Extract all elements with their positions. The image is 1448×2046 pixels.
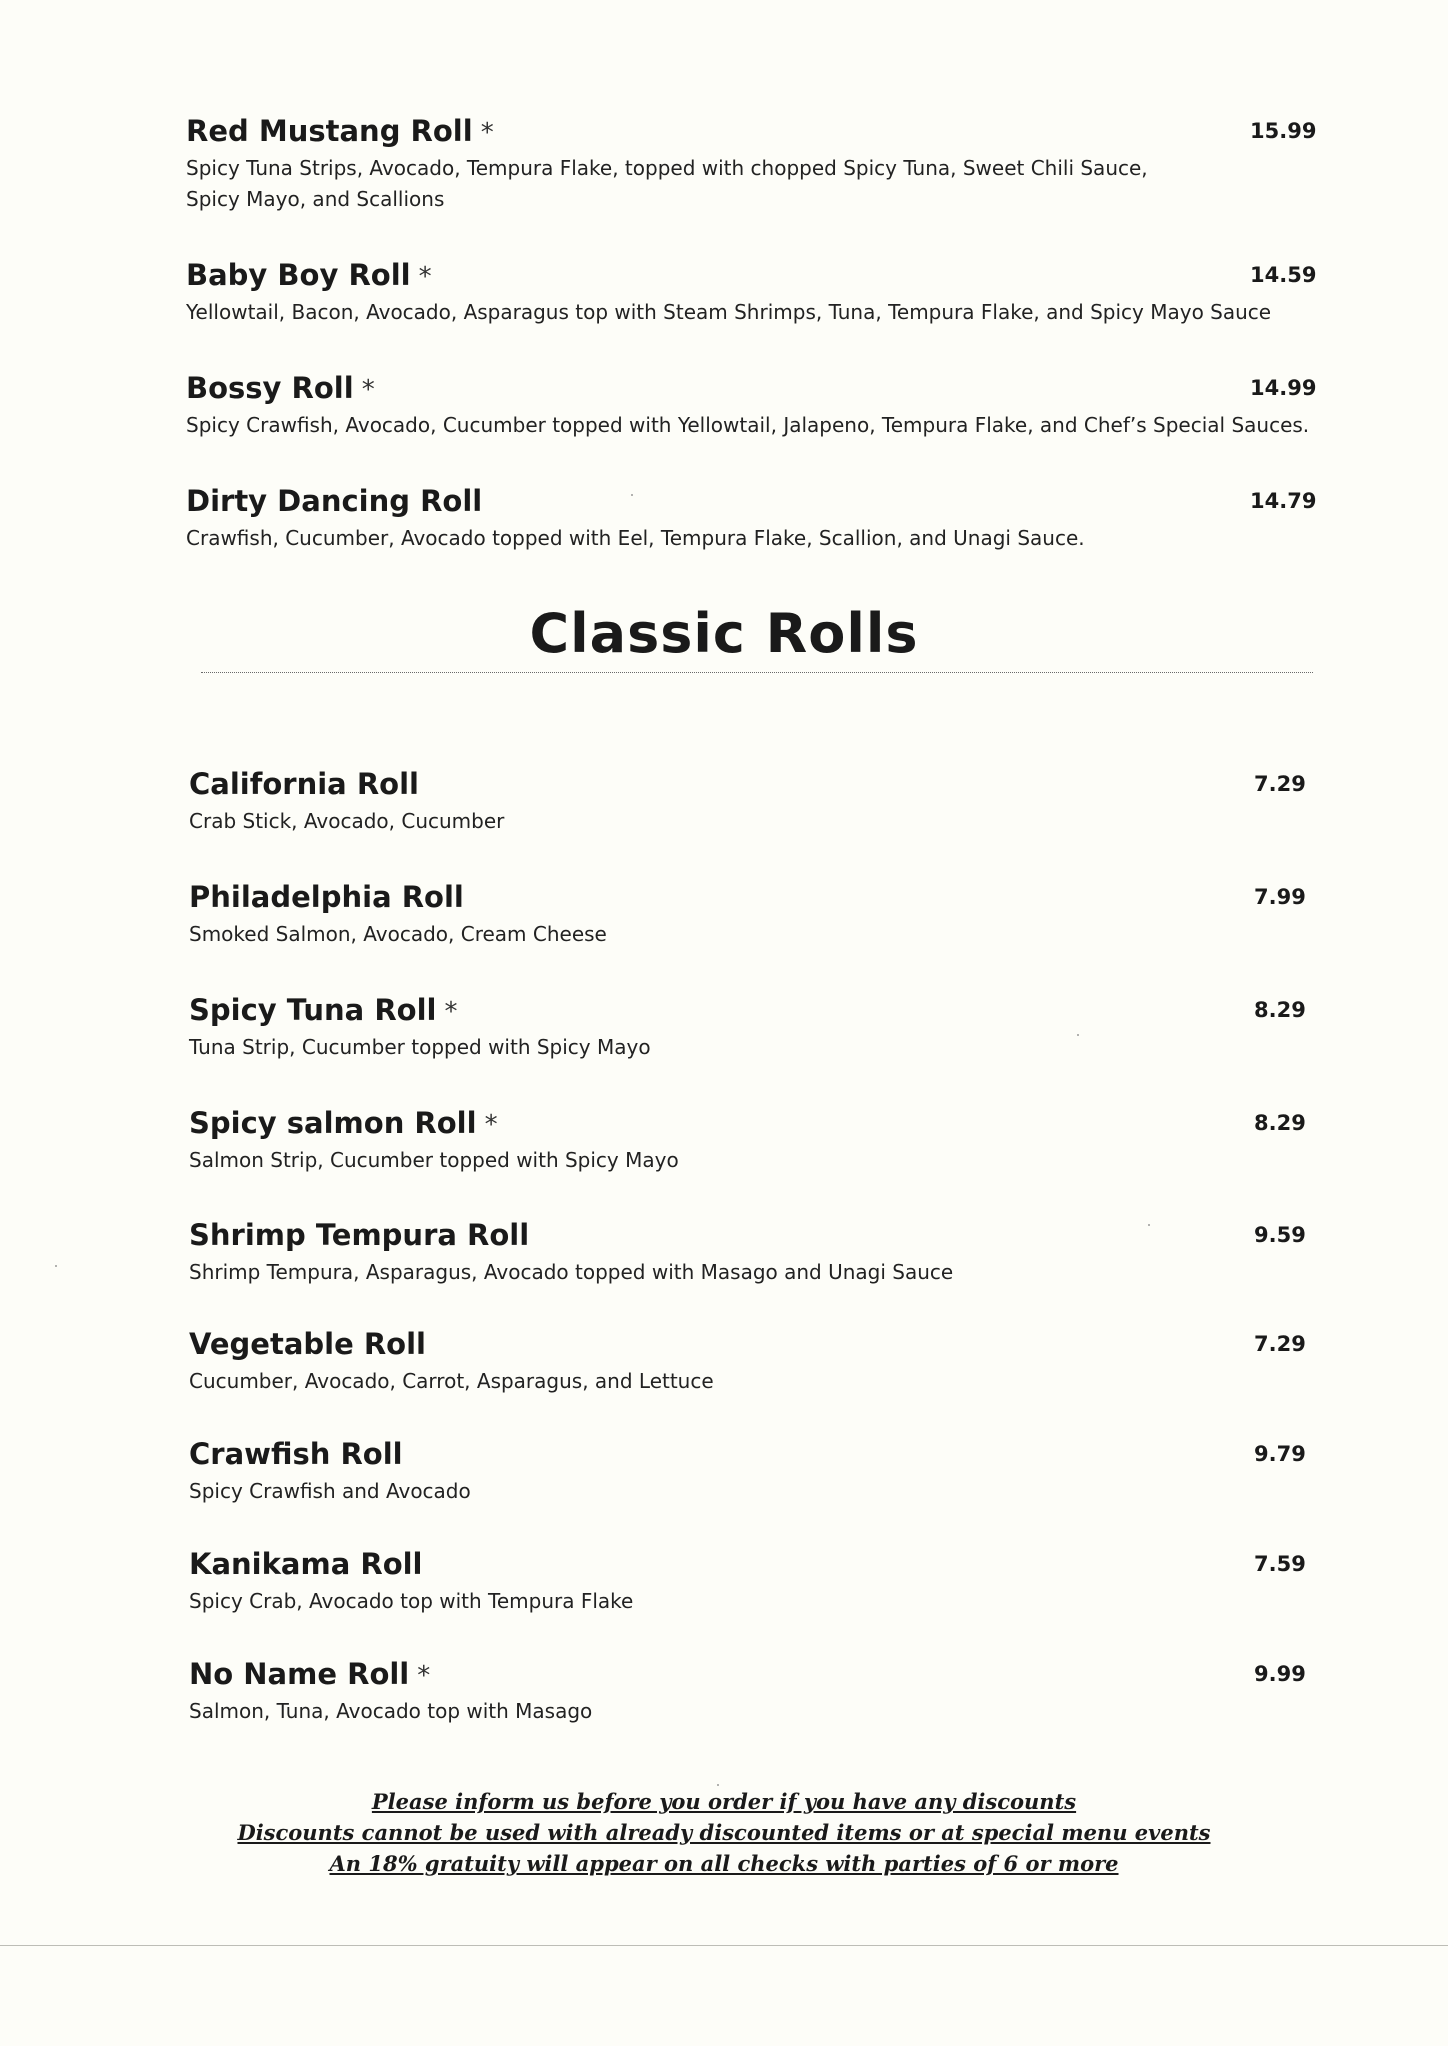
item-name xyxy=(186,257,432,295)
item-name-text: California Roll xyxy=(189,767,419,801)
item-description: Spicy Crab, Avocado top with Tempura Flake xyxy=(189,1589,634,1613)
menu-item xyxy=(0,766,1448,856)
item-name-text: Baby Boy Roll xyxy=(186,258,411,292)
item-price: 14.59 xyxy=(1250,263,1317,287)
footer-notice xyxy=(0,1786,1448,1879)
item-price: 7.29 xyxy=(1254,1332,1306,1356)
item-name-text: Spicy Tuna Roll xyxy=(189,993,437,1027)
item-name xyxy=(189,1217,529,1253)
item-description: Spicy Tuna Strips, Avocado, Tempura Flake, topped with chopped Spicy Tuna, Sweet Chili Sauce, Spicy Mayo, and Scallions xyxy=(186,156,1148,211)
menu-item xyxy=(0,1217,1448,1307)
item-description: Salmon, Tuna, Avocado top with Masago xyxy=(189,1699,593,1723)
menu-item xyxy=(0,370,1448,460)
item-name-text: Dirty Dancing Roll xyxy=(186,484,483,518)
item-description: Yellowtail, Bacon, Avocado, Asparagus top with Steam Shrimps, Tuna, Tempura Flake, and Spicy Mayo Sauce xyxy=(186,300,1272,324)
item-name xyxy=(189,1656,430,1694)
menu-item xyxy=(0,1656,1448,1746)
menu-item xyxy=(0,992,1448,1082)
menu-item xyxy=(0,879,1448,969)
menu-item xyxy=(0,1546,1448,1636)
spicy-star-icon: * xyxy=(444,997,458,1027)
scan-speck xyxy=(717,1784,719,1786)
item-name-text: No Name Roll xyxy=(189,1657,410,1691)
item-name xyxy=(189,992,457,1030)
item-name xyxy=(189,766,419,802)
footer-discount-restriction: Discounts cannot be used with already discounted items or at special menu events xyxy=(237,1820,1211,1845)
item-price: 14.79 xyxy=(1250,489,1317,513)
footer-discount-notice: Please inform us before you order if you have any discounts xyxy=(371,1789,1077,1814)
item-name-text: Spicy salmon Roll xyxy=(189,1106,477,1140)
item-description: Crab Stick, Avocado, Cucumber xyxy=(189,809,505,833)
item-description: Salmon Strip, Cucumber topped with Spicy Mayo xyxy=(189,1148,679,1172)
item-name xyxy=(189,1105,498,1143)
spicy-star-icon: * xyxy=(484,1110,498,1140)
item-description: Crawfish, Cucumber, Avocado topped with Eel, Tempura Flake, Scallion, and Unagi Sauce. xyxy=(186,526,1085,550)
item-description: Spicy Crawfish, Avocado, Cucumber topped with Yellowtail, Jalapeno, Tempura Flake, and Chef’s Special Sauces. xyxy=(186,413,1310,437)
spicy-star-icon: * xyxy=(417,1661,431,1691)
menu-item xyxy=(0,257,1448,347)
item-price: 7.29 xyxy=(1254,772,1306,796)
item-name-text: Philadelphia Roll xyxy=(189,880,464,914)
item-name xyxy=(186,370,375,408)
footer-gratuity-notice: An 18% gratuity will appear on all checks with parties of 6 or more xyxy=(329,1851,1119,1876)
item-name-text: Red Mustang Roll xyxy=(186,114,473,148)
item-description: Smoked Salmon, Avocado, Cream Cheese xyxy=(189,922,607,946)
item-description: Shrimp Tempura, Asparagus, Avocado topped with Masago and Unagi Sauce xyxy=(189,1260,954,1284)
item-name-text: Bossy Roll xyxy=(186,371,354,405)
scan-speck xyxy=(631,494,633,496)
item-name xyxy=(186,483,482,519)
item-name-text: Vegetable Roll xyxy=(189,1327,426,1361)
item-description: Tuna Strip, Cucumber topped with Spicy Mayo xyxy=(189,1035,651,1059)
item-name xyxy=(189,879,464,915)
menu-item xyxy=(0,1326,1448,1416)
item-name xyxy=(189,1436,403,1472)
item-price: 9.59 xyxy=(1254,1223,1306,1247)
item-price: 9.99 xyxy=(1254,1662,1306,1686)
item-name-text: Kanikama Roll xyxy=(189,1547,423,1581)
item-name-text: Shrimp Tempura Roll xyxy=(189,1218,530,1252)
item-price: 7.99 xyxy=(1254,885,1306,909)
menu-item xyxy=(0,1436,1448,1526)
section-divider xyxy=(201,672,1313,673)
item-name xyxy=(189,1546,423,1582)
menu-item xyxy=(0,113,1448,211)
item-price: 7.59 xyxy=(1254,1552,1306,1576)
item-price: 14.99 xyxy=(1250,376,1317,400)
section-title: Classic Rolls xyxy=(529,602,919,665)
item-description: Cucumber, Avocado, Carrot, Asparagus, and Lettuce xyxy=(189,1369,714,1393)
spicy-star-icon: * xyxy=(418,262,432,292)
item-price: 15.99 xyxy=(1250,119,1317,143)
scan-speck xyxy=(1077,1034,1079,1036)
menu-item xyxy=(0,483,1448,573)
scan-speck xyxy=(55,1265,57,1267)
spicy-star-icon: * xyxy=(480,118,494,148)
item-name xyxy=(189,1326,426,1362)
item-price: 9.79 xyxy=(1254,1442,1306,1466)
menu-item xyxy=(0,1105,1448,1195)
scan-speck xyxy=(1148,1224,1150,1226)
item-name-text: Crawfish Roll xyxy=(189,1437,403,1471)
item-price: 8.29 xyxy=(1254,1111,1306,1135)
spicy-star-icon: * xyxy=(361,375,375,405)
item-description: Spicy Crawfish and Avocado xyxy=(189,1479,471,1503)
item-price: 8.29 xyxy=(1254,998,1306,1022)
scan-edge-line xyxy=(0,1945,1448,1946)
item-name xyxy=(186,113,494,151)
